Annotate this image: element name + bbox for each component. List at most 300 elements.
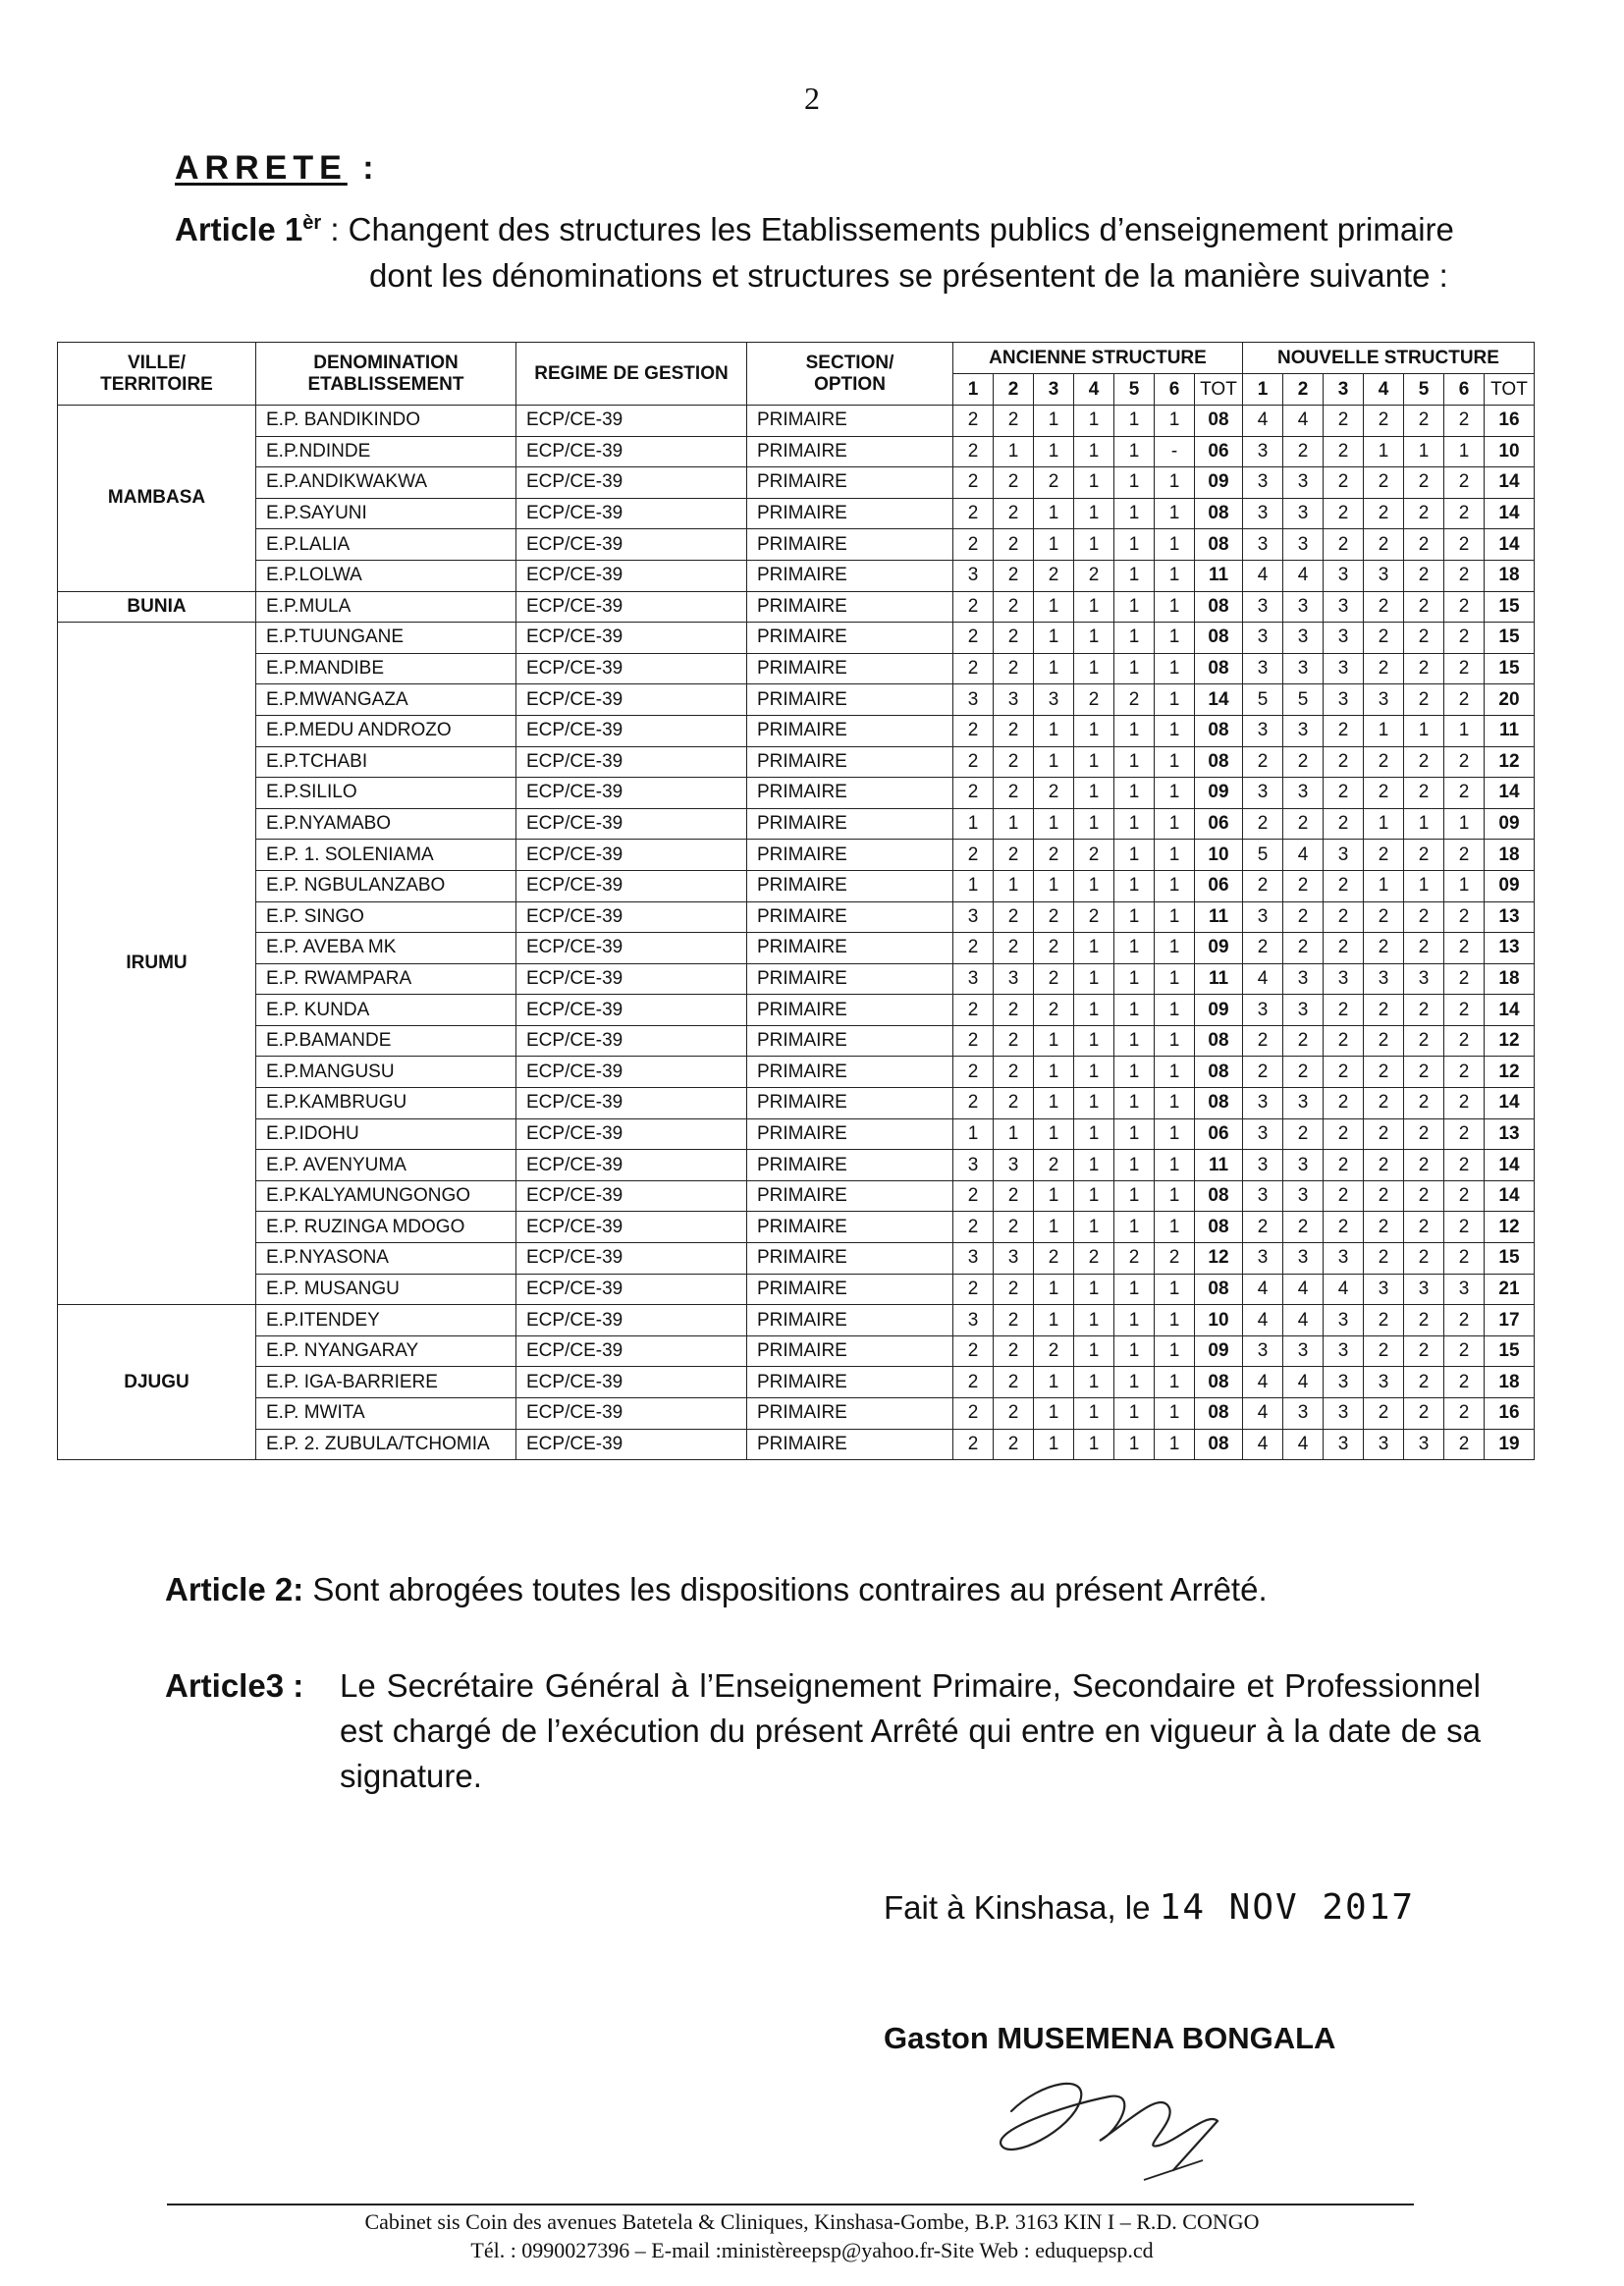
section-cell: PRIMAIRE (747, 1057, 953, 1088)
section-cell: PRIMAIRE (747, 436, 953, 467)
old-structure-total-cell: 08 (1195, 1088, 1243, 1119)
new-structure-total-cell: 09 (1485, 808, 1535, 840)
old-structure-class-3-cell: 1 (1034, 1025, 1074, 1057)
old-structure-class-3-cell: 1 (1034, 715, 1074, 746)
section-cell: PRIMAIRE (747, 684, 953, 716)
section-cell: PRIMAIRE (747, 746, 953, 778)
new-structure-class-5-cell: 2 (1404, 901, 1444, 933)
old-structure-class-5-cell: 2 (1114, 684, 1155, 716)
school-name-cell: E.P. BANDIKINDO (256, 406, 516, 437)
header-regime: REGIME DE GESTION (516, 343, 747, 406)
old-structure-class-2-cell: 2 (994, 995, 1034, 1026)
old-structure-total-cell: 08 (1195, 623, 1243, 654)
old-structure-total-cell: 14 (1195, 684, 1243, 716)
new-structure-class-2-cell: 3 (1283, 963, 1324, 995)
new-col-header-3: 3 (1324, 374, 1364, 406)
new-structure-total-cell: 18 (1485, 1367, 1535, 1398)
old-structure-class-1-cell: 2 (953, 778, 994, 809)
new-structure-class-5-cell: 2 (1404, 1150, 1444, 1181)
new-structure-class-3-cell: 2 (1324, 529, 1364, 561)
old-structure-class-6-cell: 1 (1155, 933, 1195, 964)
new-structure-class-4-cell: 3 (1364, 963, 1404, 995)
table-row (58, 778, 1535, 809)
regime-cell: ECP/CE-39 (516, 1335, 747, 1367)
old-structure-class-4-cell: 1 (1074, 933, 1114, 964)
old-structure-class-6-cell: 1 (1155, 746, 1195, 778)
school-name-cell: E.P. RWAMPARA (256, 963, 516, 995)
old-structure-class-6-cell: 1 (1155, 467, 1195, 499)
table-row (58, 1057, 1535, 1088)
new-structure-class-1-cell: 3 (1243, 1118, 1283, 1150)
structures-table-wrapper (57, 342, 1535, 1460)
new-structure-class-1-cell: 3 (1243, 498, 1283, 529)
header-ville-line1: VILLE/ (127, 352, 187, 373)
school-name-cell: E.P. NGBULANZABO (256, 870, 516, 901)
section-cell: PRIMAIRE (747, 778, 953, 809)
new-structure-class-6-cell: 1 (1444, 808, 1485, 840)
school-name-cell: E.P.IDOHU (256, 1118, 516, 1150)
old-structure-class-2-cell: 2 (994, 746, 1034, 778)
old-structure-class-4-cell: 2 (1074, 840, 1114, 871)
school-name-cell: E.P. MUSANGU (256, 1274, 516, 1305)
new-structure-class-6-cell: 1 (1444, 715, 1485, 746)
article-3-text: Le Secrétaire Général à l’Enseignement Primaire, Secondaire et Professionnel est chargé de l’exécution du présent Arrêté qui entre en vigueur à la date de sa signature. (340, 1667, 1481, 1794)
new-structure-class-2-cell: 3 (1283, 591, 1324, 623)
new-structure-class-4-cell: 2 (1364, 623, 1404, 654)
new-structure-class-2-cell: 2 (1283, 933, 1324, 964)
old-structure-class-4-cell: 1 (1074, 1398, 1114, 1430)
old-structure-class-2-cell: 2 (994, 1212, 1034, 1243)
old-structure-class-5-cell: 1 (1114, 1274, 1155, 1305)
old-structure-class-1-cell: 2 (953, 1335, 994, 1367)
old-structure-class-3-cell: 2 (1034, 1335, 1074, 1367)
new-structure-class-3-cell: 3 (1324, 1429, 1364, 1460)
old-structure-class-3-cell: 2 (1034, 1243, 1074, 1275)
new-structure-class-6-cell: 2 (1444, 498, 1485, 529)
old-structure-class-5-cell: 1 (1114, 808, 1155, 840)
new-structure-class-6-cell: 2 (1444, 1335, 1485, 1367)
old-structure-class-4-cell: 1 (1074, 1118, 1114, 1150)
old-structure-class-1-cell: 2 (953, 1429, 994, 1460)
old-structure-class-2-cell: 2 (994, 1367, 1034, 1398)
old-structure-class-4-cell: 1 (1074, 1088, 1114, 1119)
territory-cell: IRUMU (58, 623, 256, 1305)
regime-cell: ECP/CE-39 (516, 1212, 747, 1243)
school-name-cell: E.P.KAMBRUGU (256, 1088, 516, 1119)
new-structure-class-3-cell: 3 (1324, 840, 1364, 871)
new-structure-class-2-cell: 4 (1283, 1274, 1324, 1305)
new-structure-total-cell: 14 (1485, 1088, 1535, 1119)
new-structure-class-5-cell: 2 (1404, 623, 1444, 654)
table-row (58, 1180, 1535, 1212)
regime-cell: ECP/CE-39 (516, 715, 747, 746)
new-structure-total-cell: 12 (1485, 1057, 1535, 1088)
old-structure-class-2-cell: 2 (994, 653, 1034, 684)
new-structure-class-1-cell: 3 (1243, 591, 1283, 623)
old-structure-class-1-cell: 2 (953, 933, 994, 964)
regime-cell: ECP/CE-39 (516, 560, 747, 591)
old-structure-class-6-cell: 1 (1155, 560, 1195, 591)
old-structure-class-3-cell: 1 (1034, 1274, 1074, 1305)
section-cell: PRIMAIRE (747, 498, 953, 529)
regime-cell: ECP/CE-39 (516, 840, 747, 871)
article-2 (165, 1571, 1268, 1608)
old-structure-total-cell: 12 (1195, 1243, 1243, 1275)
old-structure-class-3-cell: 1 (1034, 1212, 1074, 1243)
old-structure-class-6-cell: 1 (1155, 406, 1195, 437)
old-structure-class-5-cell: 1 (1114, 560, 1155, 591)
table-row (58, 560, 1535, 591)
old-structure-class-1-cell: 2 (953, 1057, 994, 1088)
school-name-cell: E.P.MANDIBE (256, 653, 516, 684)
section-cell: PRIMAIRE (747, 963, 953, 995)
regime-cell: ECP/CE-39 (516, 684, 747, 716)
new-structure-class-3-cell: 2 (1324, 1180, 1364, 1212)
old-structure-total-cell: 08 (1195, 498, 1243, 529)
new-structure-total-cell: 15 (1485, 1335, 1535, 1367)
old-structure-class-4-cell: 1 (1074, 995, 1114, 1026)
old-structure-class-4-cell: 1 (1074, 963, 1114, 995)
new-structure-class-2-cell: 2 (1283, 1025, 1324, 1057)
header-denomination (256, 343, 516, 406)
table-row (58, 591, 1535, 623)
old-structure-class-3-cell: 2 (1034, 560, 1074, 591)
old-structure-class-6-cell: 1 (1155, 653, 1195, 684)
old-structure-class-4-cell: 1 (1074, 1025, 1114, 1057)
new-structure-class-4-cell: 2 (1364, 1118, 1404, 1150)
new-structure-class-3-cell: 3 (1324, 963, 1364, 995)
old-structure-class-4-cell: 1 (1074, 529, 1114, 561)
new-structure-class-6-cell: 2 (1444, 1025, 1485, 1057)
new-structure-class-2-cell: 3 (1283, 1088, 1324, 1119)
old-structure-class-4-cell: 1 (1074, 436, 1114, 467)
header-ville-line2: TERRITOIRE (100, 373, 213, 395)
new-structure-total-cell: 17 (1485, 1305, 1535, 1336)
old-structure-class-1-cell: 2 (953, 1025, 994, 1057)
new-structure-class-6-cell: 2 (1444, 684, 1485, 716)
new-structure-class-3-cell: 2 (1324, 1057, 1364, 1088)
old-col-header-5: 5 (1114, 374, 1155, 406)
regime-cell: ECP/CE-39 (516, 778, 747, 809)
new-structure-class-4-cell: 2 (1364, 498, 1404, 529)
new-structure-class-4-cell: 3 (1364, 684, 1404, 716)
new-structure-class-4-cell: 2 (1364, 467, 1404, 499)
new-structure-class-5-cell: 2 (1404, 1118, 1444, 1150)
old-structure-class-2-cell: 2 (994, 498, 1034, 529)
old-structure-class-2-cell: 3 (994, 963, 1034, 995)
signing-place-date (884, 1887, 1415, 1928)
new-structure-class-2-cell: 5 (1283, 684, 1324, 716)
old-structure-class-1-cell: 2 (953, 623, 994, 654)
old-structure-class-3-cell: 2 (1034, 1150, 1074, 1181)
new-col-header-2: 2 (1283, 374, 1324, 406)
old-structure-total-cell: 08 (1195, 1025, 1243, 1057)
old-structure-total-cell: 08 (1195, 591, 1243, 623)
table-row (58, 1398, 1535, 1430)
table-row (58, 1088, 1535, 1119)
old-structure-class-6-cell: 1 (1155, 1057, 1195, 1088)
old-structure-class-1-cell: 2 (953, 591, 994, 623)
old-structure-class-3-cell: 1 (1034, 746, 1074, 778)
old-structure-class-3-cell: 1 (1034, 436, 1074, 467)
old-structure-class-4-cell: 2 (1074, 1243, 1114, 1275)
new-structure-class-6-cell: 1 (1444, 436, 1485, 467)
section-cell: PRIMAIRE (747, 1335, 953, 1367)
new-structure-class-6-cell: 2 (1444, 529, 1485, 561)
new-structure-class-5-cell: 2 (1404, 653, 1444, 684)
old-structure-class-1-cell: 2 (953, 653, 994, 684)
regime-cell: ECP/CE-39 (516, 467, 747, 499)
old-structure-class-2-cell: 2 (994, 1305, 1034, 1336)
table-row (58, 1025, 1535, 1057)
school-name-cell: E.P.MULA (256, 591, 516, 623)
structures-table (57, 342, 1535, 1460)
new-structure-class-5-cell: 1 (1404, 808, 1444, 840)
new-col-header-4: 4 (1364, 374, 1404, 406)
new-col-header-7: TOT (1485, 374, 1535, 406)
territory-cell: MAMBASA (58, 406, 256, 592)
new-structure-class-1-cell: 4 (1243, 1429, 1283, 1460)
old-structure-class-3-cell: 1 (1034, 1118, 1074, 1150)
section-cell: PRIMAIRE (747, 591, 953, 623)
regime-cell: ECP/CE-39 (516, 933, 747, 964)
new-structure-class-4-cell: 2 (1364, 1335, 1404, 1367)
old-structure-class-5-cell: 2 (1114, 1243, 1155, 1275)
school-name-cell: E.P.TCHABI (256, 746, 516, 778)
new-structure-class-6-cell: 3 (1444, 1274, 1485, 1305)
table-body (58, 406, 1535, 1460)
old-structure-class-3-cell: 1 (1034, 498, 1074, 529)
old-structure-total-cell: 06 (1195, 808, 1243, 840)
new-structure-class-6-cell: 2 (1444, 995, 1485, 1026)
old-col-header-1: 1 (953, 374, 994, 406)
old-structure-class-5-cell: 1 (1114, 1057, 1155, 1088)
new-structure-class-4-cell: 2 (1364, 653, 1404, 684)
old-structure-class-1-cell: 2 (953, 995, 994, 1026)
new-structure-class-4-cell: 2 (1364, 995, 1404, 1026)
new-structure-class-4-cell: 2 (1364, 1305, 1404, 1336)
old-structure-class-6-cell: 1 (1155, 623, 1195, 654)
table-row (58, 653, 1535, 684)
new-structure-class-3-cell: 2 (1324, 715, 1364, 746)
school-name-cell: E.P. 2. ZUBULA/TCHOMIA (256, 1429, 516, 1460)
new-structure-class-4-cell: 2 (1364, 1088, 1404, 1119)
table-row (58, 715, 1535, 746)
old-structure-class-6-cell: 1 (1155, 1150, 1195, 1181)
old-structure-total-cell: 06 (1195, 870, 1243, 901)
old-structure-class-2-cell: 1 (994, 1118, 1034, 1150)
new-structure-class-2-cell: 3 (1283, 778, 1324, 809)
old-structure-class-6-cell: 1 (1155, 1335, 1195, 1367)
article-1-label-text: Article 1 (175, 211, 303, 247)
new-structure-total-cell: 14 (1485, 529, 1535, 561)
new-structure-class-3-cell: 3 (1324, 623, 1364, 654)
new-structure-class-5-cell: 2 (1404, 498, 1444, 529)
old-structure-class-4-cell: 1 (1074, 1335, 1114, 1367)
new-structure-total-cell: 12 (1485, 746, 1535, 778)
old-structure-class-4-cell: 2 (1074, 560, 1114, 591)
table-row (58, 808, 1535, 840)
new-structure-class-2-cell: 2 (1283, 1057, 1324, 1088)
new-structure-class-6-cell: 2 (1444, 1305, 1485, 1336)
new-structure-class-4-cell: 2 (1364, 840, 1404, 871)
section-cell: PRIMAIRE (747, 1025, 953, 1057)
table-row (58, 746, 1535, 778)
old-structure-class-5-cell: 1 (1114, 778, 1155, 809)
old-col-header-7: TOT (1195, 374, 1243, 406)
new-structure-class-4-cell: 3 (1364, 1429, 1404, 1460)
old-structure-class-5-cell: 1 (1114, 653, 1155, 684)
section-cell: PRIMAIRE (747, 901, 953, 933)
table-row (58, 498, 1535, 529)
old-structure-class-4-cell: 1 (1074, 1180, 1114, 1212)
new-structure-class-6-cell: 2 (1444, 406, 1485, 437)
old-structure-class-6-cell: 1 (1155, 684, 1195, 716)
section-cell: PRIMAIRE (747, 653, 953, 684)
new-structure-class-5-cell: 2 (1404, 560, 1444, 591)
new-structure-class-5-cell: 2 (1404, 995, 1444, 1026)
header-section (747, 343, 953, 406)
school-name-cell: E.P. AVEBA MK (256, 933, 516, 964)
old-structure-class-5-cell: 1 (1114, 840, 1155, 871)
old-structure-class-3-cell: 2 (1034, 778, 1074, 809)
new-structure-class-5-cell: 2 (1404, 933, 1444, 964)
old-structure-class-1-cell: 2 (953, 467, 994, 499)
regime-cell: ECP/CE-39 (516, 1025, 747, 1057)
old-structure-class-6-cell: 1 (1155, 1118, 1195, 1150)
old-structure-class-2-cell: 2 (994, 778, 1034, 809)
old-structure-class-6-cell: 1 (1155, 498, 1195, 529)
section-cell: PRIMAIRE (747, 1118, 953, 1150)
new-structure-total-cell: 15 (1485, 623, 1535, 654)
section-cell: PRIMAIRE (747, 933, 953, 964)
new-structure-total-cell: 09 (1485, 870, 1535, 901)
old-structure-total-cell: 11 (1195, 560, 1243, 591)
school-name-cell: E.P. MWITA (256, 1398, 516, 1430)
new-structure-class-5-cell: 1 (1404, 715, 1444, 746)
new-structure-class-6-cell: 2 (1444, 778, 1485, 809)
new-structure-class-1-cell: 3 (1243, 901, 1283, 933)
new-structure-total-cell: 15 (1485, 591, 1535, 623)
old-structure-class-3-cell: 1 (1034, 1367, 1074, 1398)
old-structure-class-2-cell: 3 (994, 1150, 1034, 1181)
new-structure-class-5-cell: 2 (1404, 840, 1444, 871)
old-structure-class-2-cell: 2 (994, 406, 1034, 437)
new-structure-class-4-cell: 3 (1364, 1367, 1404, 1398)
old-structure-class-1-cell: 2 (953, 1088, 994, 1119)
regime-cell: ECP/CE-39 (516, 963, 747, 995)
old-structure-class-3-cell: 2 (1034, 467, 1074, 499)
new-structure-class-3-cell: 3 (1324, 653, 1364, 684)
table-row (58, 840, 1535, 871)
new-structure-total-cell: 14 (1485, 467, 1535, 499)
new-structure-class-6-cell: 2 (1444, 1243, 1485, 1275)
new-structure-class-6-cell: 2 (1444, 1180, 1485, 1212)
old-structure-total-cell: 08 (1195, 746, 1243, 778)
old-structure-total-cell: 08 (1195, 406, 1243, 437)
regime-cell: ECP/CE-39 (516, 591, 747, 623)
new-structure-class-3-cell: 2 (1324, 436, 1364, 467)
old-structure-class-4-cell: 1 (1074, 1305, 1114, 1336)
article-1-sep: : (330, 211, 340, 247)
new-structure-class-6-cell: 1 (1444, 870, 1485, 901)
new-structure-class-1-cell: 3 (1243, 1150, 1283, 1181)
regime-cell: ECP/CE-39 (516, 1057, 747, 1088)
new-structure-total-cell: 15 (1485, 1243, 1535, 1275)
old-structure-class-2-cell: 2 (994, 623, 1034, 654)
old-structure-class-5-cell: 1 (1114, 406, 1155, 437)
section-cell: PRIMAIRE (747, 467, 953, 499)
old-structure-class-2-cell: 2 (994, 901, 1034, 933)
new-structure-total-cell: 13 (1485, 1118, 1535, 1150)
old-structure-class-2-cell: 3 (994, 1243, 1034, 1275)
regime-cell: ECP/CE-39 (516, 529, 747, 561)
regime-cell: ECP/CE-39 (516, 406, 747, 437)
old-structure-class-5-cell: 1 (1114, 995, 1155, 1026)
old-structure-class-6-cell: 1 (1155, 1212, 1195, 1243)
old-structure-class-2-cell: 1 (994, 808, 1034, 840)
new-structure-class-3-cell: 2 (1324, 1118, 1364, 1150)
old-structure-class-2-cell: 3 (994, 684, 1034, 716)
old-structure-class-6-cell: 1 (1155, 995, 1195, 1026)
new-structure-class-3-cell: 3 (1324, 591, 1364, 623)
new-structure-class-5-cell: 2 (1404, 529, 1444, 561)
new-structure-class-1-cell: 3 (1243, 1243, 1283, 1275)
article-2-text: Sont abrogées toutes les dispositions contraires au présent Arrêté. (312, 1571, 1268, 1607)
school-name-cell: E.P. IGA-BARRIERE (256, 1367, 516, 1398)
new-structure-class-1-cell: 4 (1243, 963, 1283, 995)
new-structure-class-1-cell: 3 (1243, 623, 1283, 654)
old-structure-class-3-cell: 2 (1034, 840, 1074, 871)
new-structure-class-6-cell: 2 (1444, 1088, 1485, 1119)
old-structure-class-2-cell: 2 (994, 1274, 1034, 1305)
old-structure-class-4-cell: 1 (1074, 715, 1114, 746)
new-structure-class-4-cell: 2 (1364, 1243, 1404, 1275)
new-structure-total-cell: 13 (1485, 933, 1535, 964)
table-row (58, 406, 1535, 437)
old-col-header-2: 2 (994, 374, 1034, 406)
handwritten-signature (972, 2052, 1296, 2204)
old-structure-class-3-cell: 1 (1034, 870, 1074, 901)
old-structure-class-5-cell: 1 (1114, 933, 1155, 964)
old-structure-class-6-cell: 1 (1155, 1367, 1195, 1398)
old-structure-class-4-cell: 1 (1074, 1150, 1114, 1181)
new-structure-class-1-cell: 4 (1243, 406, 1283, 437)
new-structure-total-cell: 19 (1485, 1429, 1535, 1460)
decree-title: ARRETE (175, 149, 348, 187)
old-structure-class-5-cell: 1 (1114, 1429, 1155, 1460)
new-structure-class-1-cell: 3 (1243, 1180, 1283, 1212)
signatory-name: Gaston MUSEMENA BONGALA (884, 2021, 1336, 2055)
old-structure-class-2-cell: 1 (994, 870, 1034, 901)
regime-cell: ECP/CE-39 (516, 1088, 747, 1119)
new-structure-total-cell: 13 (1485, 901, 1535, 933)
old-structure-class-5-cell: 1 (1114, 901, 1155, 933)
new-structure-class-5-cell: 1 (1404, 436, 1444, 467)
new-structure-class-3-cell: 3 (1324, 1335, 1364, 1367)
old-structure-class-4-cell: 1 (1074, 746, 1114, 778)
new-structure-class-2-cell: 2 (1283, 1118, 1324, 1150)
old-col-header-3: 3 (1034, 374, 1074, 406)
new-structure-class-6-cell: 2 (1444, 901, 1485, 933)
regime-cell: ECP/CE-39 (516, 1274, 747, 1305)
new-structure-total-cell: 14 (1485, 995, 1535, 1026)
new-structure-total-cell: 16 (1485, 1398, 1535, 1430)
new-col-header-6: 6 (1444, 374, 1485, 406)
old-structure-class-6-cell: 1 (1155, 901, 1195, 933)
old-structure-class-4-cell: 2 (1074, 901, 1114, 933)
new-structure-class-2-cell: 4 (1283, 1429, 1324, 1460)
